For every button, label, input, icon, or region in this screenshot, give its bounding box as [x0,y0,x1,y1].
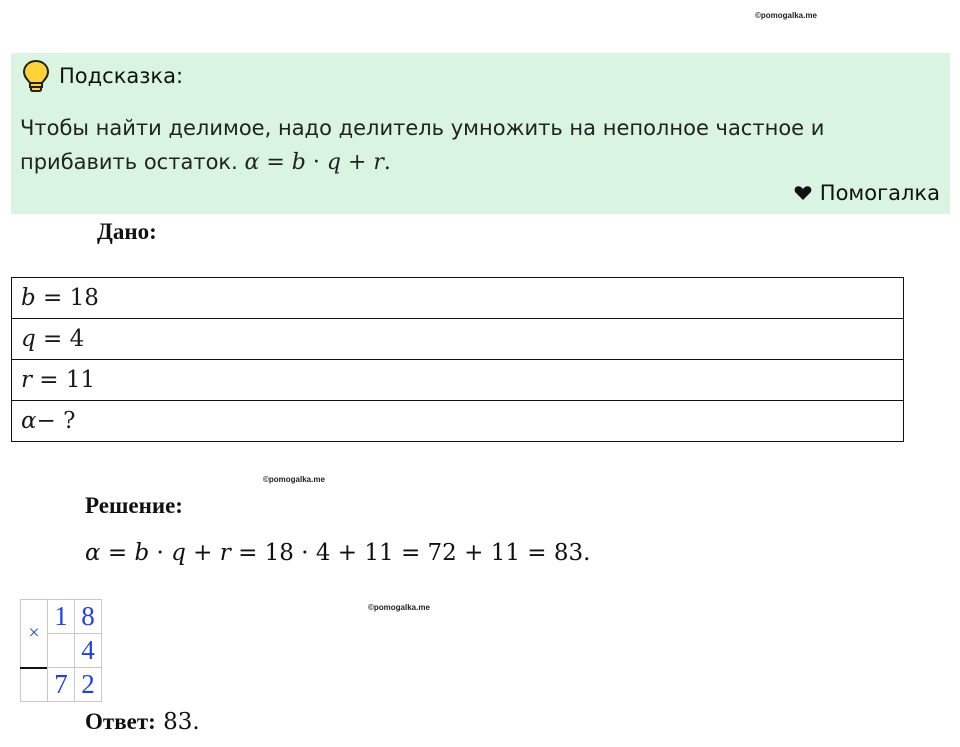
hint-formula [244,150,390,175]
hint-text [20,111,940,180]
formula-b: b [291,150,306,175]
formula-r: r [373,150,384,175]
answer-label: Ответ: [85,709,156,734]
solution-formula [85,540,590,566]
given-cell [12,360,904,401]
formula-dot: · [312,150,320,175]
multiply-sign: × [21,600,48,668]
brand-name: Помогалка [819,181,940,205]
given-cell [12,278,904,319]
formula-eq: = [266,150,285,175]
given-heading: Дано: [97,219,157,244]
hint-header [21,59,183,93]
solution-b: b [134,540,150,566]
brand-link[interactable] [794,181,940,205]
heart-icon [794,185,812,201]
hint-text-line1: Чтобы найти делимое, надо делитель умножить на неполное частное и [20,116,825,140]
formula-plus: + [347,150,367,175]
table-row [12,401,904,442]
table-row [21,600,102,634]
multiplication-underline [20,667,47,669]
hint-box [11,53,950,214]
given-table [11,277,904,442]
table-row [12,278,904,319]
solution-heading: Решение: [85,493,183,518]
given-var: b [21,285,36,311]
given-var: r [21,367,32,393]
digit-cell: 1 [48,600,75,634]
given-var: α [21,408,37,434]
solution-a: α [85,540,101,566]
given-cell [12,401,904,442]
digit-cell: 4 [75,634,102,668]
answer-value: 83. [155,709,200,735]
table-row [21,668,102,702]
digit-cell [48,634,75,668]
hint-text-line2 [20,145,940,180]
solution-dot: · [149,540,172,566]
solution-plus: + [185,540,220,566]
watermark: ©pomogalka.me [368,603,430,612]
answer [85,709,200,735]
given-value: = 4 [35,326,85,352]
watermark: ©pomogalka.me [755,11,817,20]
table-row [12,360,904,401]
hint-title: Подсказка: [59,64,184,88]
solution-r: r [219,540,231,566]
given-var: q [21,326,36,352]
digit-cell [21,668,48,702]
formula-a: α [244,150,260,175]
formula-end: . [383,150,391,175]
formula-q: q [326,150,341,175]
column-multiplication [20,599,102,702]
digit-cell: 2 [75,668,102,702]
digit-cell: 8 [75,600,102,634]
lightbulb-icon [21,59,51,93]
solution-rest: = 18 · 4 + 11 = 72 + 11 = 83. [230,540,591,566]
table-row [12,319,904,360]
given-value: = 11 [32,367,96,393]
digit-cell: 7 [48,668,75,702]
given-value: = 18 [35,285,99,311]
solution-eq: = [107,540,135,566]
hint-text-line2-prefix: прибавить остаток. [20,150,238,174]
watermark: ©pomogalka.me [263,475,325,484]
given-value: − ? [36,408,76,434]
solution-q: q [171,540,186,566]
given-cell [12,319,904,360]
